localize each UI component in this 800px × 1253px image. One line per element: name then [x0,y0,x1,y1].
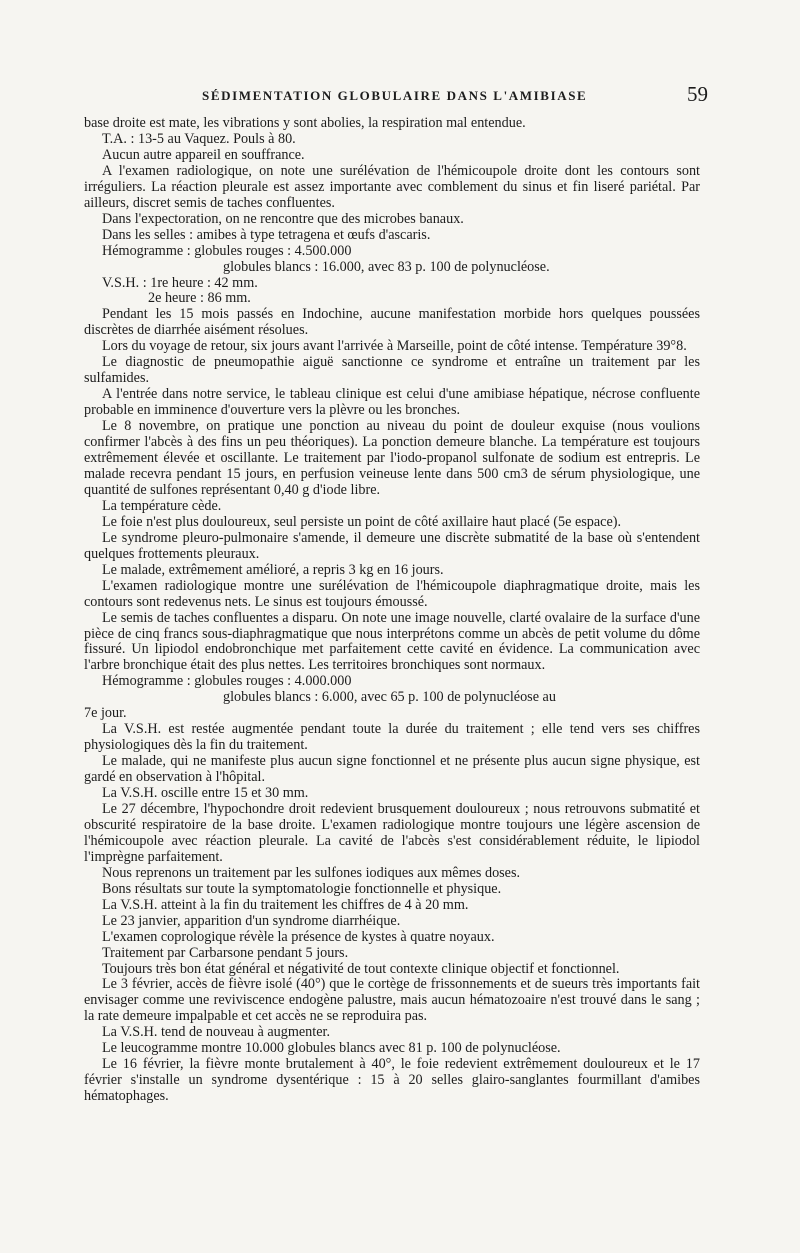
paragraph: Aucun autre appareil en souffrance. [102,146,305,163]
paragraph: Le syndrome pleuro-pulmonaire s'amende, il demeure une discrète submatité de la base où s'entendent quelques frottements pleuraux. [84,529,700,562]
paragraph: L'examen radiologique montre une surélévation de l'hémicoupole diaphragmatique droite, mais les contours sont redevenus nets. Le sinus est toujours émoussé. [84,577,700,610]
paragraph: Traitement par Carbarsone pendant 5 jours. [102,944,349,961]
paragraph: Le diagnostic de pneumopathie aiguë sanctionne ce syndrome et entraîne un traitement par les sulfamides. [84,354,700,387]
paragraph: Lors du voyage de retour, six jours avant l'arrivée à Marseille, point de côté intense. Température 39°8. [102,338,687,355]
paragraph: globules blancs : 6.000, avec 65 p. 100 de polynucléose au [223,689,556,706]
running-title: SÉDIMENTATION GLOBULAIRE DANS L'AMIBIASE [202,88,588,103]
paragraph: Hémogramme : globules rouges : 4.500.000 [102,242,352,259]
paragraph: Le 27 décembre, l'hypochondre droit redevient brusquement douloureux ; nous retrouvons submatité et obscurité respiratoire de la base droite. L'examen radiologique montre toujours une légère ascension de l'hémicoupole avec réaction pleurale. La cavité de l'abcès s'est considérablement réduite, le lipiodol l'imprègne parfaitement. [84,800,700,865]
paragraph: globules blancs : 16.000, avec 83 p. 100 de polynucléose. [223,258,550,275]
paragraph: A l'entrée dans notre service, le tableau clinique est celui d'une amibiase hépatique, nécrose confluente probable en imminence d'ouverture vers la plèvre ou les bronches. [84,386,700,419]
paragraph: Le malade, extrêmement amélioré, a repris 3 kg en 16 jours. [102,561,444,578]
paragraph: 2e heure : 86 mm. [148,290,251,307]
paragraph: Toujours très bon état général et négativité de tout contexte clinique objectif et fonctionnel. [102,960,620,977]
paragraph: Nous reprenons un traitement par les sulfones iodiques aux mêmes doses. [102,864,521,881]
paragraph: La V.S.H. oscille entre 15 et 30 mm. [102,785,309,802]
page-number: 59 [687,82,708,106]
paragraph: Pendant les 15 mois passés en Indochine, aucune manifestation morbide hors quelques poussées discrètes de diarrhée aisément résolues. [84,306,700,339]
paragraph: Hémogramme : globules rouges : 4.000.000 [102,673,352,690]
paragraph: La V.S.H. tend de nouveau à augmenter. [102,1024,330,1041]
body-text [84,116,700,1105]
page-header [84,82,708,110]
paragraph: Le malade, qui ne manifeste plus aucun signe fonctionnel et ne présente plus aucun signe physique, est gardé en observation à l'hôpital. [84,753,700,786]
paragraph: Le semis de taches confluentes a disparu. On note une image nouvelle, clarté ovalaire de la surface d'une pièce de cinq francs sous-diaphragmatique que nous interprétons comme un abcès de petit volume du dôme fissuré. Un lipiodol endobronchique met parfaitement cette cavité en évidence. La communication avec l'arbre bronchique était des plus nettes. Les territoires bronchiques sont normaux. [84,609,700,674]
paragraph: La V.S.H. est restée augmentée pendant toute la durée du traitement ; elle tend vers ses chiffres physiologiques dès la fin du traitement. [84,721,700,754]
paragraph: A l'examen radiologique, on note une surélévation de l'hémicoupole droite dont les contours sont irréguliers. La réaction pleurale est assez importante avec comblement du sinus et fin liseré pariétal. Par ailleurs, discret semis de taches confluentes. [84,162,700,211]
paragraph: Le 3 février, accès de fièvre isolé (40°) que le cortège de frissonnements et de sueurs très importants fait envisager comme une reviviscence endogène palustre, mais aucun hématozoaire n'est trouvé dans le sang ; la rate demeure impalpable et cet accès ne se reproduira pas. [84,976,700,1025]
paragraph: Le foie n'est plus douloureux, seul persiste un point de côté axillaire haut placé (5e espace). [102,513,622,530]
paragraph: Le 8 novembre, on pratique une ponction au niveau du point de douleur exquise (nous voulions confirmer l'abcès à des fins un peu théoriques). La ponction demeure blanche. La température est toujours extrêmement élevée et oscillante. Le traitement par l'iodo-propanol sulfonate de sodium est entrepris. Le malade recevra pendant 15 jours, en perfusion veineuse lente dans 500 cm3 de sérum physiologique, une quantité de sulfones représentant 0,40 g d'iode libre. [84,418,700,498]
paragraph: Le 16 février, la fièvre monte brutalement à 40°, le foie redevient extrêmement douloureux et le 17 février s'installe un syndrome dysentérique : 15 à 20 selles glairo-sanglantes fourmillant d'amibes hématophages. [84,1056,700,1105]
paragraph: Dans l'expectoration, on ne rencontre que des microbes banaux. [102,210,464,227]
paragraph: La température cède. [102,497,222,514]
paragraph: L'examen coprologique révèle la présence de kystes à quatre noyaux. [102,928,495,945]
paragraph: Le leucogramme montre 10.000 globules blancs avec 81 p. 100 de polynucléose. [102,1040,561,1057]
paragraph: V.S.H. : 1re heure : 42 mm. [102,274,258,291]
paragraph: T.A. : 13-5 au Vaquez. Pouls à 80. [102,130,296,147]
paragraph: Bons résultats sur toute la symptomatologie fonctionnelle et physique. [102,880,502,897]
paragraph: Dans les selles : amibes à type tetragena et œufs d'ascaris. [102,226,431,243]
paragraph: base droite est mate, les vibrations y sont abolies, la respiration mal entendue. [84,115,526,131]
paragraph: 7e jour. [84,705,127,722]
paragraph: Le 23 janvier, apparition d'un syndrome diarrhéique. [102,912,401,929]
paragraph: La V.S.H. atteint à la fin du traitement les chiffres de 4 à 20 mm. [102,896,469,913]
